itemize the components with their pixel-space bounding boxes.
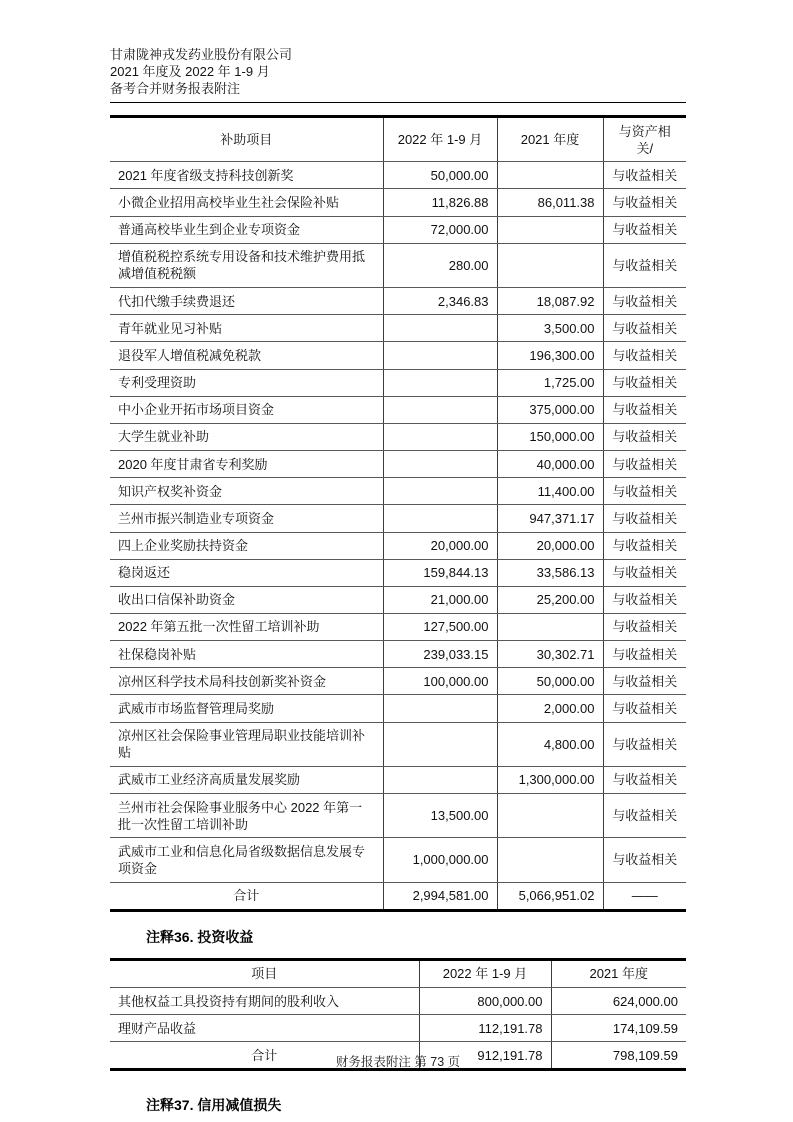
table-cell: 其他权益工具投资持有期间的股利收入: [110, 988, 419, 1015]
table-cell: 与收益相关: [603, 162, 686, 189]
table-cell: 与收益相关: [603, 641, 686, 668]
table-cell: 与收益相关: [603, 288, 686, 315]
subsidy-total-row: [110, 882, 686, 910]
table-cell: 武威市市场监督管理局奖励: [110, 695, 383, 722]
subsidy-row: [110, 189, 686, 216]
subsidy-table-body: [110, 162, 686, 911]
table-cell: 退役军人增值税减免税款: [110, 342, 383, 369]
table-cell: 与收益相关: [603, 695, 686, 722]
table-cell: [383, 766, 497, 793]
investment-row: [110, 988, 686, 1015]
table-cell: 13,500.00: [383, 794, 497, 838]
table-cell: [383, 423, 497, 450]
subsidy-row: [110, 766, 686, 793]
subsidy-row: [110, 396, 686, 423]
col-header-item: 项目: [110, 959, 419, 987]
subsidy-row: [110, 613, 686, 640]
subsidy-row: [110, 794, 686, 838]
table-cell: 普通高校毕业生到企业专项资金: [110, 216, 383, 243]
table-cell: 与收益相关: [603, 396, 686, 423]
table-cell: 50,000.00: [383, 162, 497, 189]
table-cell: [497, 243, 603, 287]
report-title: 备考合并财务报表附注: [110, 81, 241, 96]
table-cell: 798,109.59: [551, 1042, 686, 1070]
table-cell: 知识产权奖补资金: [110, 478, 383, 505]
table-cell: 与收益相关: [603, 766, 686, 793]
table-cell: 代扣代缴手续费退还: [110, 288, 383, 315]
table-cell: 2,000.00: [497, 695, 603, 722]
table-cell: 凉州区科学技术局科技创新奖补资金: [110, 668, 383, 695]
table-cell: 与收益相关: [603, 586, 686, 613]
table-cell: 增值税税控系统专用设备和技术维护费用抵减增值税税额: [110, 243, 383, 287]
table-cell: 与收益相关: [603, 189, 686, 216]
col-header-2022-period: 2022 年 1-9 月: [383, 117, 497, 162]
table-cell: [497, 216, 603, 243]
investment-row: [110, 1015, 686, 1042]
table-cell: 合计: [110, 882, 383, 910]
table-cell: 专利受理资助: [110, 369, 383, 396]
table-cell: 与收益相关: [603, 668, 686, 695]
col-header-2021-year: 2021 年度: [551, 959, 686, 987]
table-cell: 112,191.78: [419, 1015, 551, 1042]
table-cell: 239,033.15: [383, 641, 497, 668]
table-cell: 30,302.71: [497, 641, 603, 668]
table-cell: 20,000.00: [497, 532, 603, 559]
table-cell: 2022 年第五批一次性留工培训补助: [110, 613, 383, 640]
table-cell: [383, 478, 497, 505]
subsidy-row: [110, 532, 686, 559]
table-cell: 与收益相关: [603, 451, 686, 478]
col-header-2022-period: 2022 年 1-9 月: [419, 959, 551, 987]
table-cell: 18,087.92: [497, 288, 603, 315]
table-cell: [497, 162, 603, 189]
table-cell: 11,826.88: [383, 189, 497, 216]
table-cell: 72,000.00: [383, 216, 497, 243]
table-cell: 理财产品收益: [110, 1015, 419, 1042]
table-cell: [383, 315, 497, 342]
table-cell: 凉州区社会保险事业管理局职业技能培训补贴: [110, 722, 383, 766]
table-cell: 50,000.00: [497, 668, 603, 695]
table-cell: 1,300,000.00: [497, 766, 603, 793]
table-cell: 2021 年度省级支持科技创新奖: [110, 162, 383, 189]
table-cell: 5,066,951.02: [497, 882, 603, 910]
subsidy-row: [110, 342, 686, 369]
table-cell: 20,000.00: [383, 532, 497, 559]
table-cell: 兰州市社会保险事业服务中心 2022 年第一批一次性留工培训补助: [110, 794, 383, 838]
subsidy-row: [110, 722, 686, 766]
table-cell: 与收益相关: [603, 315, 686, 342]
table-cell: 与收益相关: [603, 423, 686, 450]
subsidy-row: [110, 668, 686, 695]
table-cell: 与收益相关: [603, 505, 686, 532]
table-cell: [383, 695, 497, 722]
subsidy-row: [110, 695, 686, 722]
table-cell: 127,500.00: [383, 613, 497, 640]
table-cell: 与收益相关: [603, 243, 686, 287]
table-cell: 武威市工业和信息化局省级数据信息发展专项资金: [110, 838, 383, 882]
table-cell: 与收益相关: [603, 478, 686, 505]
table-cell: 合计: [110, 1042, 419, 1070]
table-cell: 与收益相关: [603, 559, 686, 586]
table-cell: 33,586.13: [497, 559, 603, 586]
table-cell: 159,844.13: [383, 559, 497, 586]
table-cell: [383, 396, 497, 423]
table-cell: 中小企业开拓市场项目资金: [110, 396, 383, 423]
subsidy-table: [110, 115, 686, 912]
table-cell: 100,000.00: [383, 668, 497, 695]
subsidy-row: [110, 315, 686, 342]
table-cell: [383, 369, 497, 396]
table-cell: [383, 505, 497, 532]
table-cell: 174,109.59: [551, 1015, 686, 1042]
col-header-subsidy-item: 补助项目: [110, 117, 383, 162]
table-cell: 与收益相关: [603, 722, 686, 766]
table-cell: 1,000,000.00: [383, 838, 497, 882]
company-name: 甘肃陇神戎发药业股份有限公司: [110, 47, 293, 62]
table-cell: 兰州市振兴制造业专项资金: [110, 505, 383, 532]
subsidy-row: [110, 838, 686, 882]
table-cell: 2020 年度甘肃省专利奖励: [110, 451, 383, 478]
note36-title: 注释36. 投资收益: [146, 928, 254, 945]
subsidy-row: [110, 216, 686, 243]
table-cell: 196,300.00: [497, 342, 603, 369]
subsidy-row: [110, 641, 686, 668]
table-cell: 大学生就业补助: [110, 423, 383, 450]
subsidy-row: [110, 478, 686, 505]
table-cell: 与收益相关: [603, 216, 686, 243]
table-cell: 与收益相关: [603, 794, 686, 838]
document-header: [110, 46, 686, 97]
subsidy-row: [110, 288, 686, 315]
subsidy-row: [110, 451, 686, 478]
table-cell: 280.00: [383, 243, 497, 287]
table-cell: 稳岗返还: [110, 559, 383, 586]
subsidy-row: [110, 505, 686, 532]
table-cell: 25,200.00: [497, 586, 603, 613]
table-cell: [383, 342, 497, 369]
table-cell: [383, 451, 497, 478]
subsidy-row: [110, 162, 686, 189]
investment-table-header-row: [110, 959, 686, 987]
note37-title: 注释37. 信用减值损失: [146, 1097, 282, 1114]
table-cell: ——: [603, 882, 686, 910]
subsidy-row: [110, 423, 686, 450]
subsidy-row: [110, 559, 686, 586]
table-cell: 40,000.00: [497, 451, 603, 478]
table-cell: 86,011.38: [497, 189, 603, 216]
table-cell: 1,725.00: [497, 369, 603, 396]
table-cell: 社保稳岗补贴: [110, 641, 383, 668]
subsidy-row: [110, 369, 686, 396]
table-cell: 2,346.83: [383, 288, 497, 315]
table-cell: 912,191.78: [419, 1042, 551, 1070]
table-cell: 3,500.00: [497, 315, 603, 342]
table-cell: 武威市工业经济高质量发展奖励: [110, 766, 383, 793]
table-cell: 2,994,581.00: [383, 882, 497, 910]
table-cell: [497, 613, 603, 640]
table-cell: [497, 838, 603, 882]
table-cell: 150,000.00: [497, 423, 603, 450]
table-cell: 收出口信保补助资金: [110, 586, 383, 613]
table-cell: [383, 722, 497, 766]
subsidy-row: [110, 586, 686, 613]
table-cell: 青年就业见习补贴: [110, 315, 383, 342]
table-cell: [497, 794, 603, 838]
table-cell: 与收益相关: [603, 532, 686, 559]
table-cell: 947,371.17: [497, 505, 603, 532]
col-header-2021-year: 2021 年度: [497, 117, 603, 162]
table-cell: 小微企业招用高校毕业生社会保险补贴: [110, 189, 383, 216]
subsidy-table-header-row: [110, 117, 686, 162]
header-divider: [110, 102, 686, 103]
table-cell: 与收益相关: [603, 342, 686, 369]
table-cell: 624,000.00: [551, 988, 686, 1015]
page-content: [110, 46, 686, 1122]
table-cell: 与收益相关: [603, 838, 686, 882]
table-cell: 375,000.00: [497, 396, 603, 423]
table-cell: 四上企业奖励扶持资金: [110, 532, 383, 559]
subsidy-row: [110, 243, 686, 287]
table-cell: 4,800.00: [497, 722, 603, 766]
table-cell: 800,000.00: [419, 988, 551, 1015]
table-cell: 与收益相关: [603, 369, 686, 396]
report-period: 2021 年度及 2022 年 1-9 月: [110, 64, 270, 79]
page-footer: 财务报表附注 第 73 页: [335, 1055, 461, 1069]
table-cell: 与收益相关: [603, 613, 686, 640]
col-header-asset-related: 与资产相关/: [603, 117, 686, 162]
table-cell: 11,400.00: [497, 478, 603, 505]
table-cell: 21,000.00: [383, 586, 497, 613]
